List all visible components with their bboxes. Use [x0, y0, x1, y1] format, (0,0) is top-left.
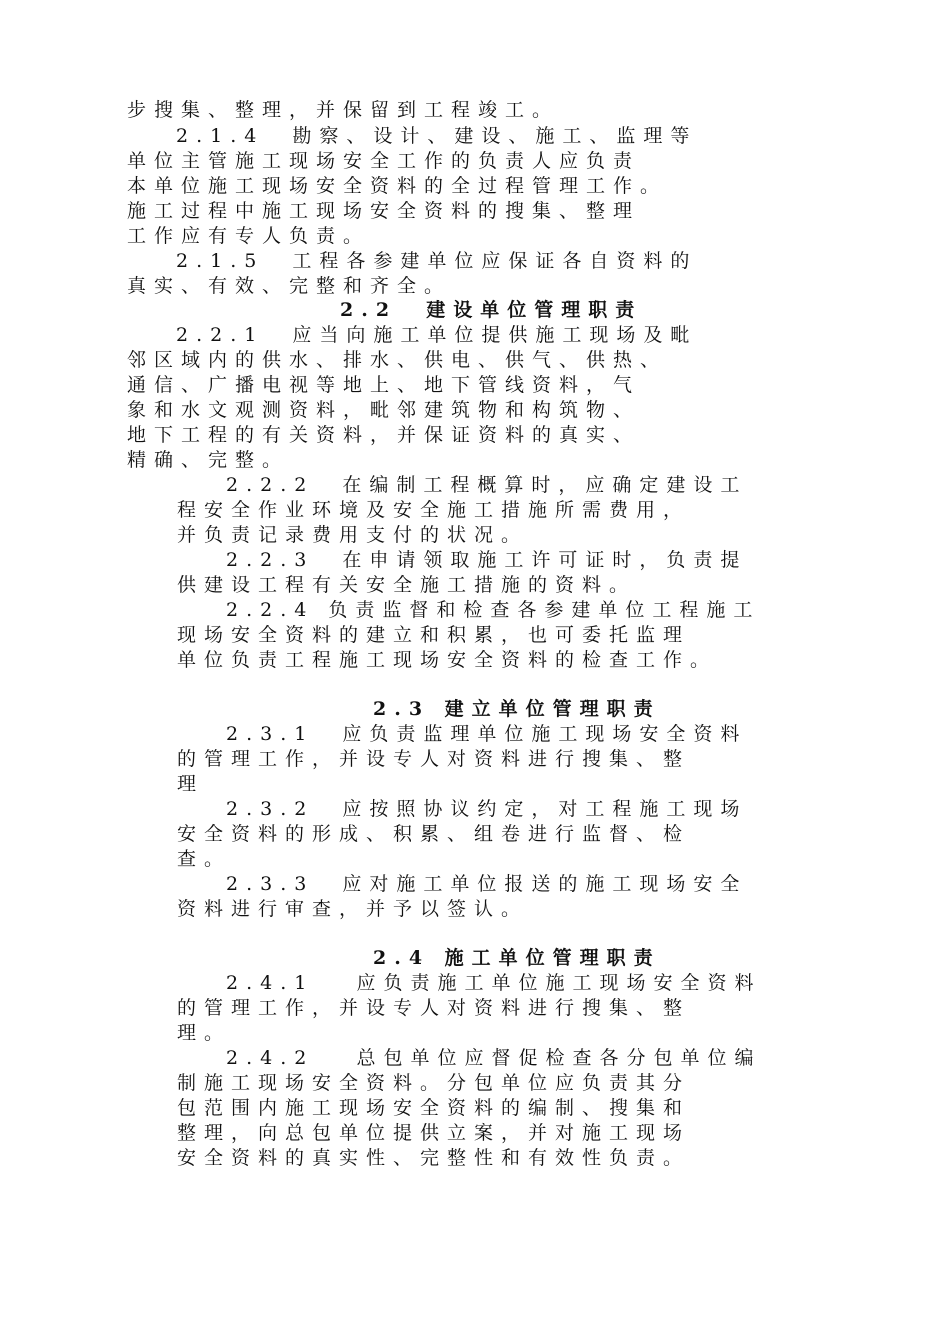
text-line: 2.2.1 应当向施工单位提供施工现场及毗 — [176, 324, 698, 346]
text-line: 2.3.2 应按照协议约定，对工程施工现场 — [226, 798, 748, 820]
text-line: 象和水文观测资料，毗邻建筑物和构筑物、 — [127, 399, 641, 421]
text-line: 理 — [177, 773, 205, 795]
text-line: 查。 — [177, 848, 232, 870]
text-line: 资料进行审查，并予以签认。 — [177, 898, 529, 920]
text-line: 整理，向总包单位提供立案，并对施工现场 — [177, 1122, 691, 1144]
text-line: 单位主管施工现场安全工作的负责人应负责 — [127, 150, 641, 172]
text-line: 的管理工作，并设专人对资料进行搜集、整 — [177, 997, 691, 1019]
text-line: 程安全作业环境及安全施工措施所需费用， — [177, 499, 691, 521]
section-heading: 2.4 施工单位管理职责 — [373, 947, 661, 969]
text-line: 步搜集、整理，并保留到工程竣工。 — [127, 99, 560, 121]
text-line: 理。 — [177, 1022, 232, 1044]
text-line: 通信、广播电视等地上、地下管线资料，气 — [127, 374, 641, 396]
text-line: 2.4.2 总包单位应督促检查各分包单位编 — [226, 1047, 762, 1069]
text-line: 现场安全资料的建立和积累，也可委托监理 — [177, 624, 691, 646]
text-line: 包范围内施工现场安全资料的编制、搜集和 — [177, 1097, 691, 1119]
text-line: 真实、有效、完整和齐全。 — [127, 275, 452, 297]
section-heading: 2.2 建设单位管理职责 — [340, 299, 643, 321]
section-heading: 2.3 建立单位管理职责 — [373, 698, 661, 720]
text-line: 地下工程的有关资料，并保证资料的真实、 — [127, 424, 641, 446]
text-line: 制施工现场安全资料。分包单位应负责其分 — [177, 1072, 691, 1094]
text-line: 本单位施工现场安全资料的全过程管理工作。 — [127, 175, 668, 197]
text-line: 2.4.1 应负责施工单位施工现场安全资料 — [226, 972, 762, 994]
text-line: 供建设工程有关安全施工措施的资料。 — [177, 574, 637, 596]
text-line: 2.2.3 在申请领取施工许可证时，负责提 — [226, 549, 748, 571]
text-line: 邻区域内的供水、排水、供电、供气、供热、 — [127, 349, 668, 371]
text-line: 的管理工作，并设专人对资料进行搜集、整 — [177, 748, 691, 770]
text-line: 2.2.2 在编制工程概算时，应确定建设工 — [226, 474, 748, 496]
text-line: 2.2.4 负责监督和检查各参建单位工程施工 — [226, 599, 761, 621]
text-line: 并负责记录费用支付的状况。 — [177, 524, 529, 546]
text-line: 2.1.5 工程各参建单位应保证各自资料的 — [176, 250, 698, 272]
text-line: 施工过程中施工现场安全资料的搜集、整理 — [127, 200, 641, 222]
text-line: 2.1.4 勘察、设计、建设、施工、监理等 — [176, 125, 698, 147]
text-line: 安全资料的真实性、完整性和有效性负责。 — [177, 1147, 691, 1169]
text-line: 单位负责工程施工现场安全资料的检查工作。 — [177, 649, 718, 671]
text-line: 安全资料的形成、积累、组卷进行监督、检 — [177, 823, 691, 845]
text-line: 工作应有专人负责。 — [127, 225, 371, 247]
text-line: 2.3.3 应对施工单位报送的施工现场安全 — [226, 873, 748, 895]
text-line: 精确、完整。 — [127, 449, 290, 471]
text-line: 2.3.1 应负责监理单位施工现场安全资料 — [226, 723, 748, 745]
